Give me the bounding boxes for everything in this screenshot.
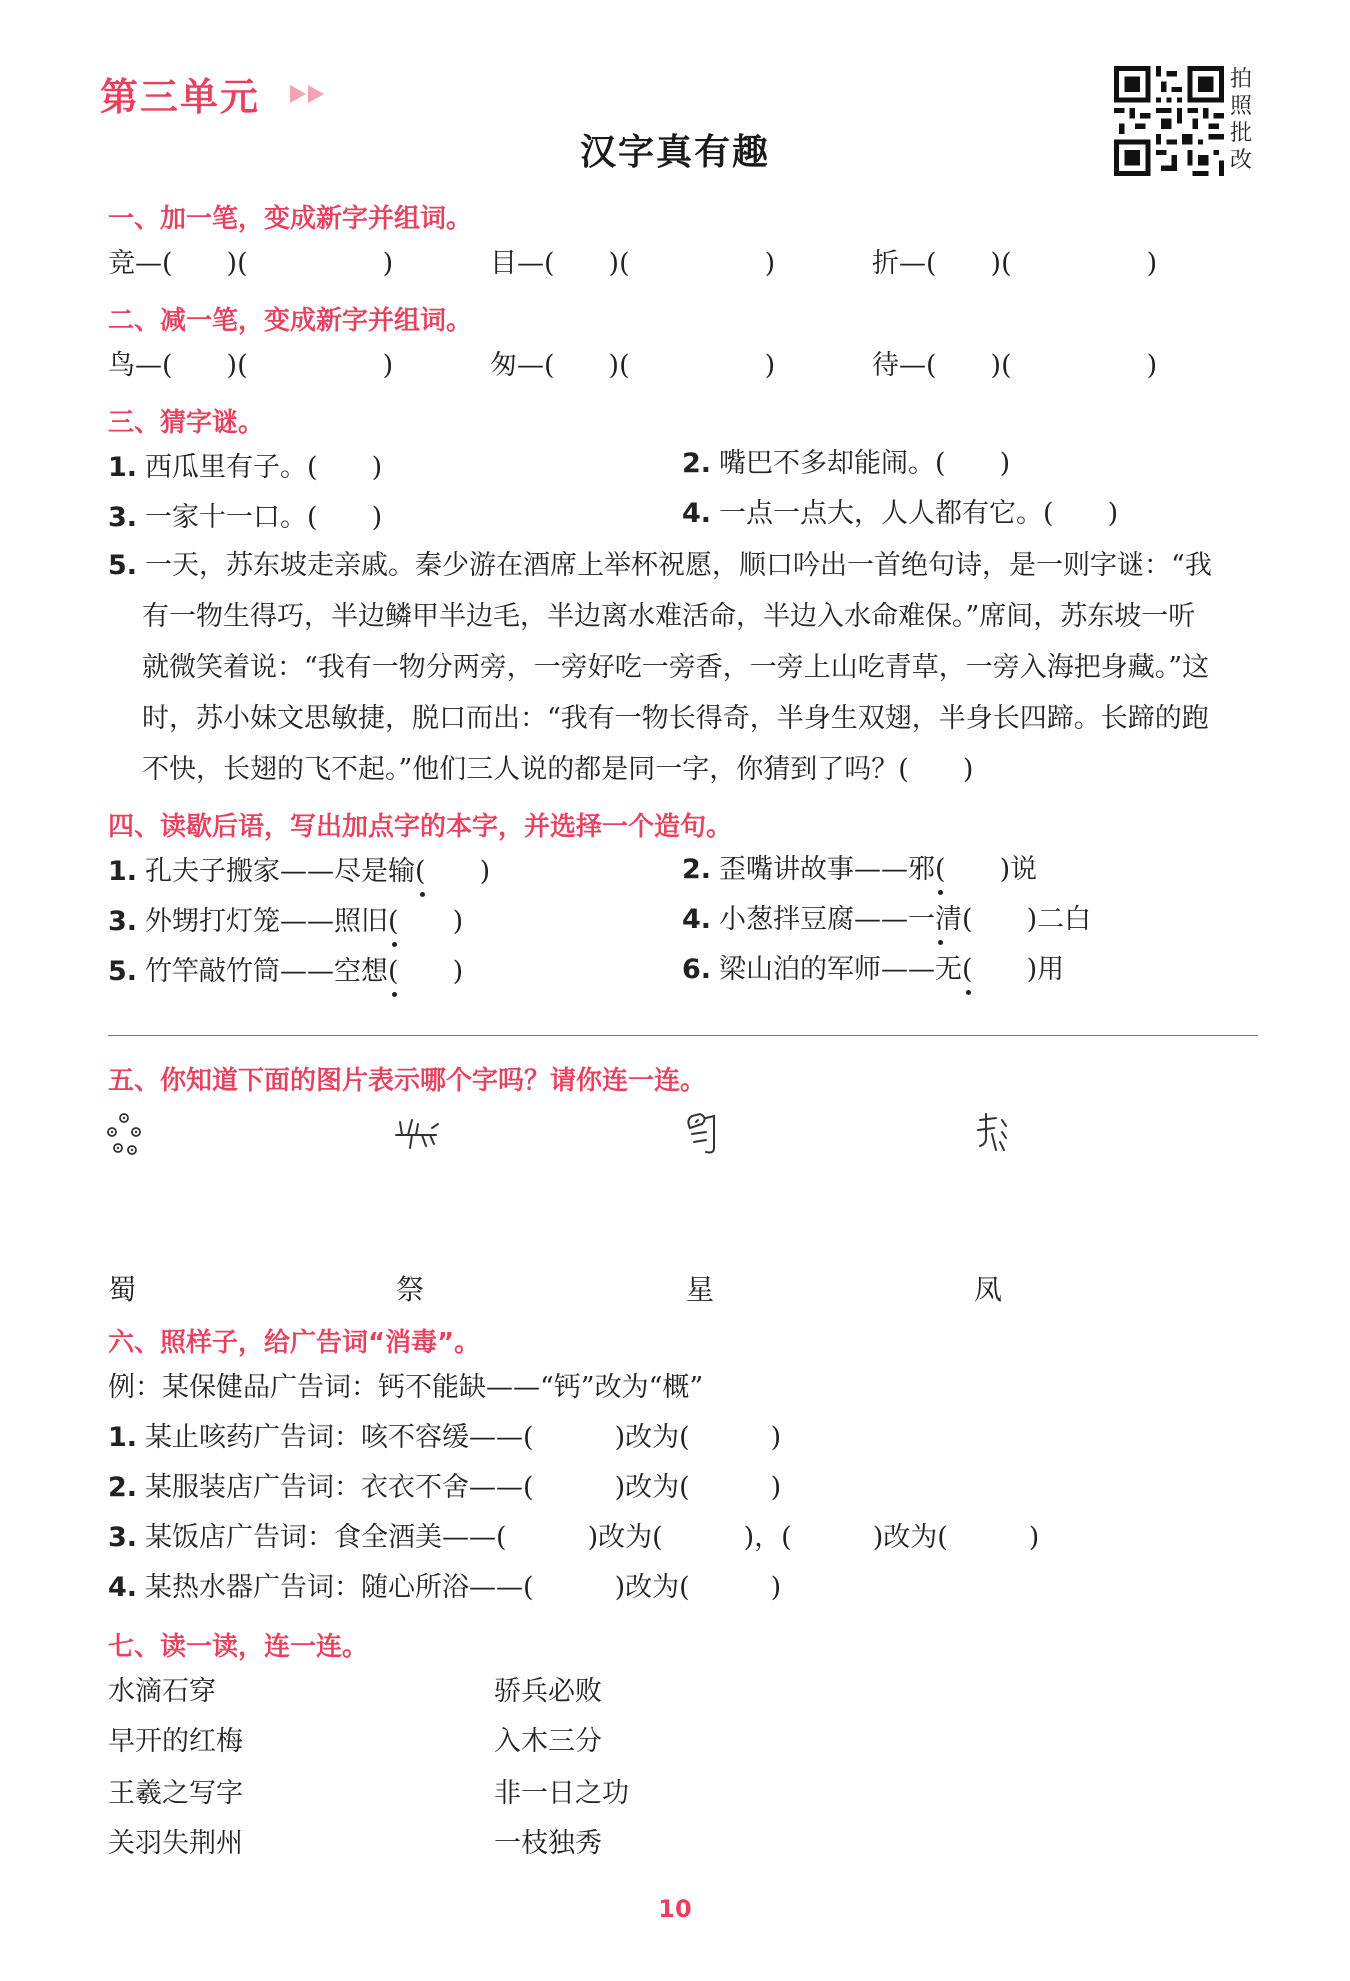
qr-code-icon[interactable] [1114,66,1224,176]
match-left-4[interactable]: 关羽失荆州 [108,1828,243,1859]
double-arrow-icon [288,82,328,106]
riddle-4[interactable]: 4. 一点一点大，人人都有它。( ) [682,498,1119,529]
riddle-5[interactable]: 5. 一天，苏东坡走亲戚。秦少游在酒席上举杯祝愿，顺口吟出一首绝句诗，是一则字谜：“我 有一物生得巧，半边鳞甲半边毛，半边离水难活命，半边入水命难保。”席间，苏东坡一听 就微笑着说：“我有一物分两旁，一旁好吃一旁香，一旁上山吃青草，一旁入海把身藏。”这 时，苏小妹文思敏捷，脱口而出：“我有一物长得奇，半身生双翅，半身长四蹄。长蹄的跑 不快，长翅的飞不起。”他们三人说的都是同一字，你猜到了吗？( ) [108,550,1212,785]
emphasis-dot [392,942,397,947]
ancient-glyph-icon[interactable] [972,1110,1012,1160]
idiom-6[interactable]: 6. 梁山泊的军师——无( )用 [682,954,1065,985]
section-6-title: 六、照样子，给广告词“消毒”。 [108,1328,481,1358]
emphasis-dot [392,992,397,997]
s1-item-1[interactable]: 竞—( )( ) [108,248,394,279]
riddle-2[interactable]: 2. 嘴巴不多却能闹。( ) [682,448,1011,479]
section-4-title: 四、读歇后语，写出加点字的本字，并选择一个造句。 [108,812,733,842]
emphasis-dot [938,940,943,945]
section-1-title: 一、加一笔，变成新字并组词。 [108,204,473,234]
section-3-title: 三、猜字谜。 [108,408,265,438]
ancient-glyph-icon[interactable] [392,1110,440,1160]
answer-char-4[interactable]: 凤 [974,1273,1003,1306]
answer-char-2[interactable]: 祭 [396,1273,425,1306]
match-left-3[interactable]: 王羲之写字 [108,1778,243,1809]
s2-item-1[interactable]: 鸟—( )( ) [108,350,394,381]
s2-item-3[interactable]: 待—( )( ) [872,350,1158,381]
ad-item-1[interactable]: 1. 某止咳药广告词：咳不容缓——( )改为( ) [108,1422,782,1453]
match-right-1[interactable]: 骄兵必败 [494,1676,602,1707]
answer-char-1[interactable]: 蜀 [108,1273,137,1306]
idiom-3[interactable]: 3. 外甥打灯笼——照旧( ) [108,906,464,937]
ad-item-3[interactable]: 3. 某饭店广告词：食全酒美——( )改为( )，( )改为( ) [108,1522,1040,1553]
page-number: 10 [658,1895,692,1923]
idiom-5[interactable]: 5. 竹竿敲竹筒——空想( ) [108,956,464,987]
s1-item-2[interactable]: 目—( )( ) [490,248,776,279]
page-title: 汉字真有趣 [579,132,770,173]
idiom-1[interactable]: 1. 孔夫子搬家——尽是输( ) [108,856,491,887]
section-2-title: 二、减一笔，变成新字并组词。 [108,306,473,336]
match-right-2[interactable]: 入木三分 [494,1726,602,1757]
riddle-3[interactable]: 3. 一家十一口。( ) [108,502,383,533]
s2-item-2[interactable]: 匆—( )( ) [490,350,776,381]
answer-char-3[interactable]: 星 [686,1273,715,1306]
idiom-2[interactable]: 2. 歪嘴讲故事——邪( )说 [682,854,1038,885]
match-right-3[interactable]: 非一日之功 [494,1778,629,1809]
ad-item-2[interactable]: 2. 某服装店广告词：衣衣不舍——( )改为( ) [108,1472,782,1503]
section-5-title: 五、你知道下面的图片表示哪个字吗？请你连一连。 [108,1066,707,1096]
s6-example: 例：某保健品广告词：钙不能缺——“钙”改为“概” [108,1372,704,1403]
idiom-4[interactable]: 4. 小葱拌豆腐——一清( )二白 [682,904,1092,935]
riddle-1[interactable]: 1. 西瓜里有子。( ) [108,452,383,483]
unit-title: 第三单元 [100,75,261,119]
ad-item-4[interactable]: 4. 某热水器广告词：随心所浴——( )改为( ) [108,1572,782,1603]
ancient-glyph-icon[interactable] [104,1110,144,1160]
emphasis-dot [938,890,943,895]
s1-item-3[interactable]: 折—( )( ) [872,248,1158,279]
match-right-4[interactable]: 一枝独秀 [494,1828,602,1859]
match-left-2[interactable]: 早开的红梅 [108,1726,243,1757]
ancient-glyph-icon[interactable] [682,1110,722,1160]
emphasis-dot [420,892,425,897]
match-left-1[interactable]: 水滴石穿 [108,1676,216,1707]
emphasis-dot [966,990,971,995]
scan-to-grade-label: 拍 照 批 改 [1230,67,1253,173]
divider [108,1035,1258,1036]
section-7-title: 七、读一读，连一连。 [108,1632,369,1662]
